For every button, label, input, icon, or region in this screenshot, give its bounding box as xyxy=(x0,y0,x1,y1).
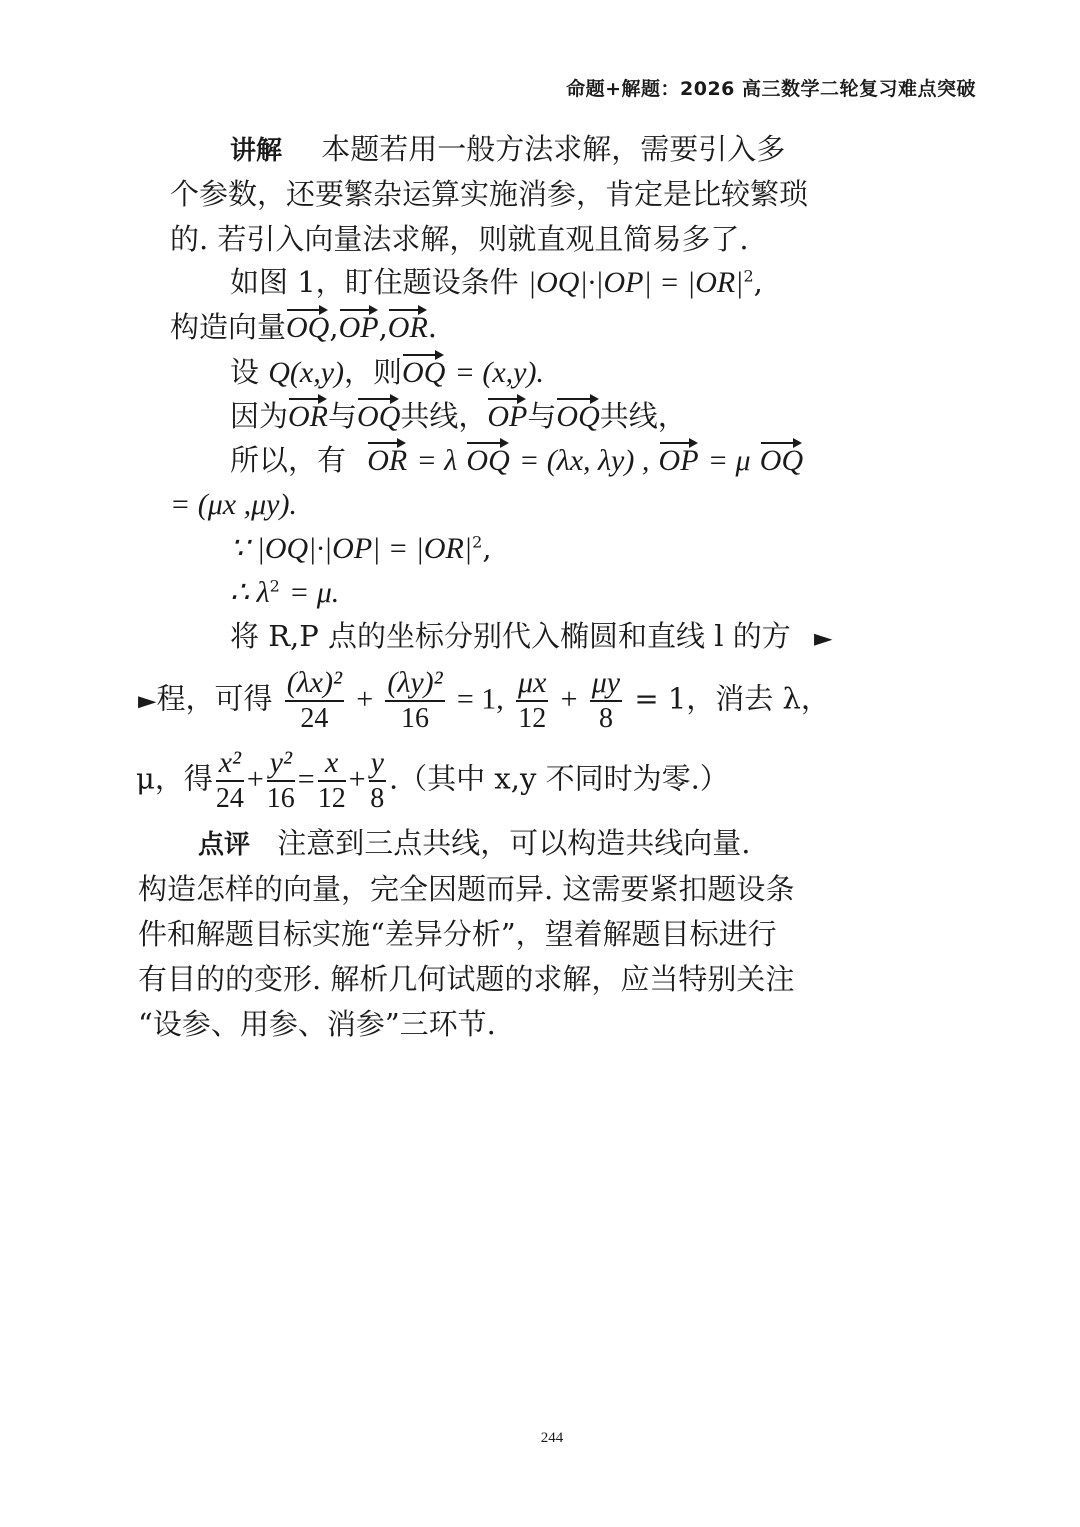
explain-text-1: 本题若用一般方法求解，需要引入多 xyxy=(321,132,786,166)
so-expr-1: = λ xyxy=(416,444,458,477)
plus-sign: + xyxy=(560,682,578,716)
therefore-expr-2: = μ. xyxy=(289,576,340,609)
fraction-3-den: 12 xyxy=(518,703,547,734)
fraction-4-num: μy xyxy=(590,668,622,702)
because-tail: , xyxy=(482,531,492,565)
collinear-vector-2: OQ xyxy=(357,400,401,433)
result-fraction-1-num: x² xyxy=(216,748,244,782)
plus-sign: + xyxy=(356,682,374,716)
explain-line-2: 个参数，还要繁杂运算实施消参，肯定是比较繁琐 xyxy=(170,177,809,211)
so-expr-2: = (λx, λy) , xyxy=(518,444,650,477)
explain-line-1 xyxy=(230,132,786,166)
running-header: 命题+解题：2026 高三数学二轮复习难点突破 xyxy=(566,78,976,100)
result-line xyxy=(136,748,729,813)
setq-text-1: 设 xyxy=(230,355,260,389)
condition-line xyxy=(230,265,763,299)
plus-sign: + xyxy=(348,762,366,796)
result-fraction-2-num: y² xyxy=(267,748,295,782)
construct-text: 构造向量 xyxy=(170,310,287,344)
because-line xyxy=(230,531,492,565)
continue-arrow-icon: ► xyxy=(813,624,833,652)
equals-sign: = xyxy=(297,762,315,796)
plus-sign: + xyxy=(246,762,264,796)
result-fraction-3-num: x xyxy=(318,748,346,782)
so-vector-2: OQ xyxy=(466,444,510,477)
so-line xyxy=(230,443,804,477)
collinear-vector-4: OQ xyxy=(556,400,600,433)
so-vector-1: OR xyxy=(367,444,408,477)
fraction-3 xyxy=(516,668,548,733)
setq-line xyxy=(230,355,544,389)
result-fraction-3-den: 12 xyxy=(317,783,346,814)
fraction-2-den: 16 xyxy=(401,703,429,734)
collinear-text-2: 与 xyxy=(328,399,358,433)
construct-sep-2: , xyxy=(378,310,388,344)
comment-label: 点评 xyxy=(198,830,251,860)
construct-tail: . xyxy=(427,310,438,344)
equation-text: 程，可得 xyxy=(156,681,273,716)
comment-line-2: 构造怎样的向量，完全因题而异. 这需要紧扣题设条 xyxy=(138,872,795,906)
condition-text: 如图 1，盯住题设条件 xyxy=(230,265,519,299)
collinear-text-4: 与 xyxy=(527,399,557,433)
result-fraction-1 xyxy=(216,748,244,813)
setq-vector: OQ xyxy=(402,356,446,389)
so-vector-3: OP xyxy=(658,444,699,477)
result-fraction-2 xyxy=(267,748,295,813)
result-fraction-1-den: 24 xyxy=(215,783,244,814)
fraction-1 xyxy=(285,668,344,733)
fraction-2 xyxy=(385,668,444,733)
collinear-text-5: 共线， xyxy=(599,399,687,433)
result-tail: .（其中 x,y 不同时为零.） xyxy=(388,761,729,796)
collinear-text-3: 共线， xyxy=(400,399,488,433)
explain-label: 讲解 xyxy=(230,136,283,166)
condition-formula: |OQ|·|OP| = |OR| xyxy=(527,266,744,299)
equation-tail: = 1，消去 λ， xyxy=(634,681,830,716)
so-expr-3: = μ xyxy=(707,444,751,477)
equals-one: = 1, xyxy=(456,682,504,716)
vector-oq: OQ xyxy=(286,311,330,344)
fraction-2-num: (λy)² xyxy=(385,668,444,702)
substitute-line xyxy=(230,619,833,653)
comment-line-3: 件和解题目标实施“差异分析”，望着解题目标进行 xyxy=(138,917,777,951)
collinear-vector-1: OR xyxy=(288,400,329,433)
result-fraction-3 xyxy=(318,748,346,813)
result-lead: μ，得 xyxy=(136,761,213,796)
setq-text-2: ，则 xyxy=(344,355,403,389)
setq-expr-2: = (x,y). xyxy=(454,356,544,389)
therefore-expr-1: ∴ λ xyxy=(230,576,270,609)
collinear-line xyxy=(230,399,687,433)
result-fraction-4 xyxy=(369,748,386,813)
collinear-text-1: 因为 xyxy=(230,399,289,433)
result-fraction-2-den: 16 xyxy=(266,783,295,814)
condition-sup: 2 xyxy=(743,266,754,286)
explain-line-3: 的. 若引入向量法求解，则就直观且简易多了. xyxy=(170,222,749,256)
substitute-text: 将 R,P 点的坐标分别代入椭圆和直线 l 的方 xyxy=(230,619,791,653)
so-continuation xyxy=(170,490,297,520)
fraction-4 xyxy=(590,668,622,733)
collinear-vector-3: OP xyxy=(487,400,528,433)
so-cont-expr: = (μx ,μy). xyxy=(170,488,297,521)
page-number: 244 xyxy=(540,1430,564,1446)
therefore-sup: 2 xyxy=(269,576,280,596)
construct-sep-1: , xyxy=(329,310,339,344)
vector-or: OR xyxy=(387,311,428,344)
comment-line-4: 有目的的变形. 解析几何试题的求解，应当特别关注 xyxy=(138,962,795,996)
construct-line xyxy=(170,310,438,344)
therefore-line xyxy=(230,578,339,608)
result-fraction-4-num: y xyxy=(369,748,386,782)
so-vector-4: OQ xyxy=(759,444,804,477)
fraction-3-num: μx xyxy=(516,668,548,702)
comment-line-5: “设参、用参、消参”三环节. xyxy=(138,1007,496,1041)
fraction-1-den: 24 xyxy=(300,703,329,734)
condition-tail: , xyxy=(753,265,763,299)
fraction-4-den: 8 xyxy=(598,703,613,734)
because-expr: ∵ |OQ|·|OP| = |OR| xyxy=(230,532,473,565)
continue-arrow-icon: ► xyxy=(138,686,157,715)
comment-line-1 xyxy=(198,826,751,860)
vector-op: OP xyxy=(338,311,379,344)
so-text: 所以，有 xyxy=(230,443,347,477)
fraction-1-num: (λx)² xyxy=(285,668,344,702)
setq-expr-1: Q(x,y) xyxy=(268,356,345,389)
because-sup: 2 xyxy=(472,532,483,552)
result-fraction-4-den: 8 xyxy=(370,783,385,814)
equation-line xyxy=(138,668,830,733)
comment-text-1: 注意到三点共线，可以构造共线向量. xyxy=(277,826,751,860)
